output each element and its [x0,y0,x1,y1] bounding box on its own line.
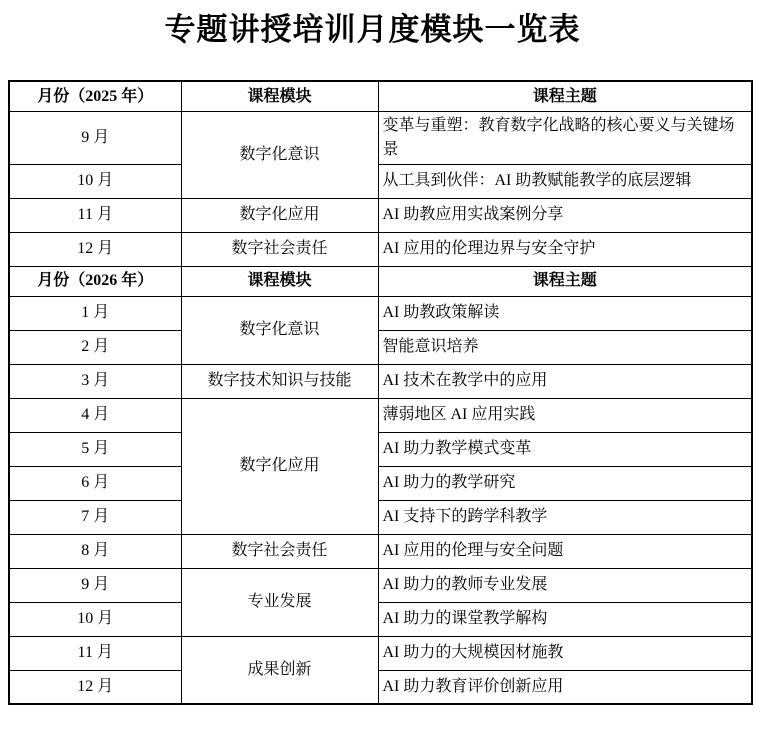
table-row [9,296,752,330]
table-row [9,466,752,500]
topic-cell: AI 助力教育评价创新应用 [378,670,752,704]
topic-cell: 薄弱地区 AI 应用实践 [378,398,752,432]
module-cell: 数字化意识 [181,111,378,198]
module-cell: 数字化应用 [181,398,378,534]
page-title: 专题讲授培训月度模块一览表 [164,12,581,47]
topic-cell: AI 助力教学模式变革 [378,432,752,466]
topic-cell: AI 助力的课堂教学解构 [378,602,752,636]
topic-cell: 从工具到伙伴：AI 助教赋能教学的底层逻辑 [378,164,752,198]
header-topic-2025: 课程主题 [378,81,752,111]
header-module-2025: 课程模块 [181,81,378,111]
month-cell: 10 月 [9,164,181,198]
topic-cell: AI 助教应用实战案例分享 [378,198,752,232]
topic-cell: AI 助力的教学研究 [378,466,752,500]
month-cell: 8 月 [9,534,181,568]
table-row [9,111,752,164]
module-cell: 专业发展 [181,568,378,636]
table-row [9,534,752,568]
header-topic-2026: 课程主题 [378,266,752,296]
month-cell: 9 月 [9,568,181,602]
topic-cell: 变革与重塑：教育数字化战略的核心要义与关键场景 [378,111,752,164]
topic-cell: AI 助教政策解读 [378,296,752,330]
table-row [9,232,752,266]
topic-cell: 智能意识培养 [378,330,752,364]
module-cell: 数字技术知识与技能 [181,364,378,398]
header-month-2025: 月份（2025 年） [9,81,181,111]
table-row [9,500,752,534]
module-cell: 数字化意识 [181,296,378,364]
module-cell: 数字化应用 [181,198,378,232]
month-cell: 9 月 [9,111,181,164]
table-row [9,432,752,466]
month-cell: 5 月 [9,432,181,466]
table-row [9,636,752,670]
table-row [9,398,752,432]
month-cell: 6 月 [9,466,181,500]
topic-cell: AI 助力的教师专业发展 [378,568,752,602]
month-cell: 7 月 [9,500,181,534]
topic-cell: AI 应用的伦理与安全问题 [378,534,752,568]
table-row [9,568,752,602]
month-cell: 3 月 [9,364,181,398]
table-header-row-2025 [9,81,752,111]
header-month-2026: 月份（2026 年） [9,266,181,296]
module-cell: 数字社会责任 [181,232,378,266]
month-cell: 11 月 [9,636,181,670]
table-row [9,330,752,364]
topic-cell: AI 应用的伦理边界与安全守护 [378,232,752,266]
month-cell: 12 月 [9,232,181,266]
table-row [9,164,752,198]
month-cell: 1 月 [9,296,181,330]
topic-cell: AI 支持下的跨学科教学 [378,500,752,534]
month-cell: 10 月 [9,602,181,636]
table-row [9,198,752,232]
training-schedule-table [8,80,753,705]
month-cell: 12 月 [9,670,181,704]
header-module-2026: 课程模块 [181,266,378,296]
table-row [9,602,752,636]
month-cell: 4 月 [9,398,181,432]
table-header-row-2026 [9,266,752,296]
table-row [9,364,752,398]
topic-cell: AI 助力的大规模因材施教 [378,636,752,670]
topic-cell: AI 技术在教学中的应用 [378,364,752,398]
module-cell: 数字社会责任 [181,534,378,568]
table-row [9,670,752,704]
month-cell: 11 月 [9,198,181,232]
month-cell: 2 月 [9,330,181,364]
module-cell: 成果创新 [181,636,378,704]
